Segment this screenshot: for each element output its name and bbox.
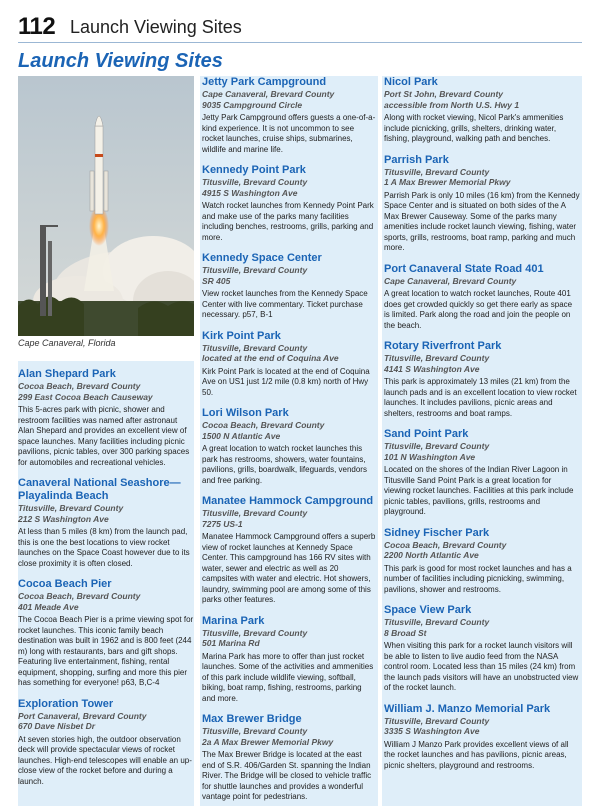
site-description: Watch rocket launches from Kennedy Point Park and make use of the parks many facilities including benches, restrooms, grills, parking and more. — [202, 201, 374, 242]
site-entry — [202, 495, 376, 606]
site-address: 670 Dave Nisbet Dr — [18, 721, 96, 731]
site-name: Parrish Park — [384, 153, 449, 166]
site-area: Cocoa Beach, Brevard County — [18, 591, 141, 601]
site-name: Cocoa Beach Pier — [18, 578, 112, 590]
photo-caption: Cape Canaveral, Florida — [18, 338, 116, 348]
site-area: Port Canaveral, Brevard County — [18, 710, 147, 721]
site-area: Titusville, Brevard County — [202, 177, 308, 187]
site-description: Manatee Hammock Campground offers a superb view of rocket launches at Kennedy Space Center. This campground has 166 RV sites with water, sewer and electric as well as 20 campsites with water and electric. Hot showers, laundry, swimming pool are among some of this parks other features. — [202, 532, 376, 604]
site-entry — [18, 477, 194, 569]
site-address: 401 Meade Ave — [18, 601, 79, 612]
site-area: Cocoa Beach, Brevard County — [202, 420, 325, 430]
site-description: The Cocoa Beach Pier is a prime viewing spot for rocket launches. This iconic family beach destination was built in 1962 and is 800 feet (244 m) long with restaurants, bars and gift shops. Featuring live entertainment, fishing, rental equipment, shopping, surfing and more this pier has something for everyone! p63, B,C-4 — [18, 615, 194, 687]
site-address: accessible from North U.S. Hwy 1 — [384, 99, 520, 110]
site-address: 3335 S Washington Ave — [384, 726, 480, 736]
column-2 — [200, 76, 378, 806]
site-name: Kirk Point Park — [202, 329, 281, 342]
site-name: Sand Point Park — [384, 428, 469, 440]
site-description: This park is approximately 13 miles (21 km) from the launch pads and is an excellent location to view rocket launches. It includes pavilions, picnic areas and shelters, restrooms and boat ramps. — [384, 377, 577, 418]
site-description: Located on the shores of the Indian River Lagoon in Titusville Sand Point Park is a great location for viewing rocket launches. Facilities at this park include picnic tables, pavilions, grills, restrooms and playground. — [384, 465, 574, 516]
rocket-launch-photo — [18, 76, 194, 336]
site-entry — [384, 527, 580, 596]
site-address: 4915 S Washington Ave — [202, 187, 298, 198]
site-entry — [18, 368, 194, 468]
site-area: Titusville, Brevard County — [18, 503, 124, 513]
site-address: 2a A Max Brewer Memorial Pkwy — [202, 736, 334, 747]
site-description: When visiting this park for a rocket launch visitors will be able to listen to live audio feed from the NASA control room. Located less than 15 miles (24 km) from the launch pads visitors will have an unobstructed view of the rocket launch. — [384, 641, 579, 692]
site-area: Cocoa Beach, Brevard County — [18, 381, 141, 391]
site-name: Port Canaveral State Road 401 — [384, 262, 544, 275]
site-name: Kennedy Space Center — [202, 252, 322, 264]
site-entry — [384, 263, 580, 332]
site-description: At less than 5 miles (8 km) from the launch pad, this is one the best locations to view rocket launches on the Space Coast however due to its close proximity it is often closed. — [18, 527, 190, 568]
site-description: Jetty Park Campground offers guests a one-of-a-kind experience. It is not uncommon to see rocket launches, cruise ships, submarines, wildlife and marine life. — [202, 113, 376, 154]
site-description: View rocket launches from the Kennedy Space Center with live commentary. Ticket purchase necessary. p57, B-1 — [202, 289, 368, 319]
site-address: located at the end of Coquina Ave — [202, 353, 339, 363]
site-entry — [202, 164, 376, 243]
column-1-entries — [18, 368, 194, 796]
site-area: Titusville, Brevard County — [384, 617, 490, 627]
site-description: Marina Park has more to offer than just rocket launches. Some of the activities and ammenities of this park include wildlife viewing, softball, biking, boat ramp, fishing, restrooms, parking and more. — [202, 651, 374, 703]
site-entry — [18, 578, 194, 689]
site-area: Titusville, Brevard County — [384, 353, 490, 363]
site-area: Titusville, Brevard County — [202, 627, 308, 638]
site-entry — [18, 698, 194, 788]
site-description: At seven stories high, the outdoor observation deck will provide spectacular views of rocket launches. High-end telescopes will enable an up-close view of the rocket before and during a launch. — [18, 734, 192, 786]
site-address: 501 Marina Rd — [202, 638, 260, 648]
site-name: Exploration Tower — [18, 697, 114, 710]
site-address: 212 S Washington Ave — [18, 513, 109, 524]
site-address: 299 East Cocoa Beach Causeway — [18, 391, 153, 402]
site-name: Jetty Park Campground — [202, 76, 327, 88]
site-entry — [384, 76, 580, 145]
site-name: Space View Park — [384, 604, 472, 616]
site-area: Titusville, Brevard County — [202, 342, 308, 353]
site-entry — [202, 713, 376, 803]
site-area: Cape Canaveral, Brevard County — [202, 89, 335, 99]
site-description: A great location to watch rocket launches this park has restrooms, showers, water fountains, pavilions, grills, boardwalk, lifeguards, vendors and free parking. — [202, 444, 367, 485]
site-name: Lori Wilson Park — [202, 407, 289, 419]
site-address: 2200 North Atlantic Ave — [384, 550, 479, 560]
site-address: 4141 S Washington Ave — [384, 363, 480, 374]
site-name: Max Brewer Bridge — [202, 713, 302, 725]
site-name: Rotary Riverfront Park — [384, 340, 502, 352]
site-area: Titusville, Brevard County — [202, 726, 308, 736]
site-description: A great location to watch rocket launches, Route 401 does get crowded quickly so get there early as space is limited. Park along the road and join the people on the beach. — [384, 289, 573, 330]
site-entry — [202, 76, 376, 155]
site-address: 7275 US-1 — [202, 518, 243, 529]
column-3-entries — [382, 76, 582, 780]
site-entry — [384, 154, 580, 254]
column-1 — [18, 76, 194, 806]
site-area: Cape Canaveral, Brevard County — [384, 275, 517, 286]
site-name: Manatee Hammock Campground — [202, 495, 374, 507]
site-description: Kirk Point Park is located at the end of Coquina Ave on US1 just 1/2 mile (0.8 km) north of Hwy 50. — [202, 366, 370, 397]
site-address: SR 405 — [202, 275, 231, 286]
site-name: William J. Manzo Memorial Park — [384, 702, 551, 715]
site-entry — [202, 615, 376, 705]
site-name: Nicol Park — [384, 76, 438, 88]
site-name: Canaveral National Seashore—Playalinda Beach — [18, 477, 181, 502]
section-heading: Launch Viewing Sites — [18, 50, 223, 72]
site-entry — [202, 407, 376, 486]
site-entry — [202, 252, 376, 321]
site-description: The Max Brewer Bridge is located at the east end of S.R. 406/Garden St. spanning the Indian River. The Bridge will be closed to vehicle traffic for shuttle launches and provides a wonderful vantage point for pedestrians. — [202, 750, 372, 801]
page-header — [18, 12, 582, 43]
page-number: 112 — [18, 13, 56, 40]
site-address: 1 A Max Brewer Memorial Pkwy — [384, 177, 511, 187]
site-entry — [202, 330, 376, 399]
site-area: Titusville, Brevard County — [202, 265, 308, 275]
site-address: 8 Broad St — [384, 627, 427, 638]
site-name: Alan Shepard Park — [18, 368, 116, 380]
running-title: Launch Viewing Sites — [70, 17, 242, 37]
site-description: William J Manzo Park provides excellent views of all the rocket launches and has pavilions, picnic areas, picnic shelters, playground and restrooms. — [384, 739, 569, 770]
site-area: Titusville, Brevard County — [384, 441, 490, 451]
site-name: Kennedy Point Park — [202, 164, 306, 176]
site-area: Titusville, Brevard County — [384, 715, 490, 726]
column-3 — [382, 76, 582, 806]
site-entry — [384, 604, 580, 694]
site-entry — [384, 703, 580, 772]
site-description: Along with rocket viewing, Nicol Park's ammenities include picnicking, grills, shelters, drinking water, fishing, playground, walking path and benches. — [384, 113, 564, 143]
site-area: Cocoa Beach, Brevard County — [384, 539, 507, 550]
site-area: Port St John, Brevard County — [384, 89, 504, 99]
site-description: This 5-acres park with picnic, shower and restroom facilities was named after astronaut Alan Shepard and provides an excellent view of space launches. Many facilities including picnic pavilions, picnic tables, over 300 parking spaces for automobiles and recreational vehicles. — [18, 405, 190, 467]
site-address: 101 N Washington Ave — [384, 451, 476, 462]
site-entry — [384, 428, 580, 518]
column-2-entries — [200, 76, 378, 806]
site-area: Titusville, Brevard County — [384, 166, 490, 177]
site-name: Marina Park — [202, 614, 265, 627]
site-description: This park is good for most rocket launches and has a number of facilities including picnicking, swimming, pavilions, shower and restrooms. — [384, 563, 572, 594]
site-address: 1500 N Atlantic Ave — [202, 430, 281, 441]
site-address: 9035 Campground Circle — [202, 99, 303, 110]
site-name: Sidney Fischer Park — [384, 526, 490, 539]
site-description: Parrish Park is only 10 miles (16 km) from the Kennedy Space Center and is situated on both sides of the A Max Brewer Causeway. Some of the parks many amenities include rocket launch viewing, fishing, water sports, grills, restrooms, boat ramp, parking and much more. — [384, 190, 580, 252]
site-area: Titusville, Brevard County — [202, 508, 308, 518]
site-entry — [384, 340, 580, 419]
